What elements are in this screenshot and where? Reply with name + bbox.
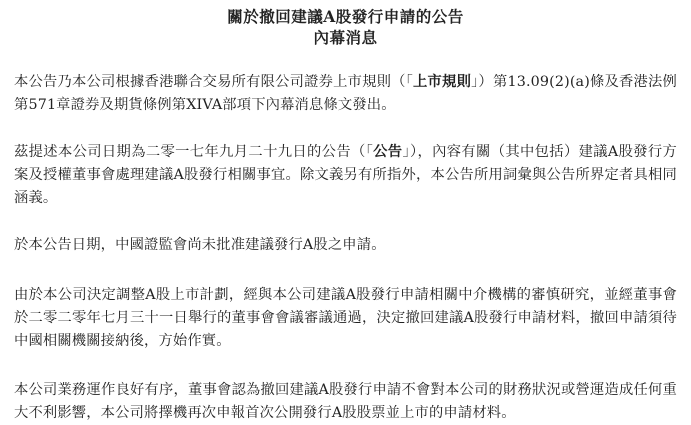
paragraph-2-text-b: 」），內容有關（其中包括）建議A股發行方案及授權董事會處理建議A股發行相關事宜。除文義另有所指外，本公告所用詞彙與公告所界定者具相同涵義。 [14,144,677,206]
paragraph-csrc-status: 於本公告日期，中國證監會尚未批准建議發行A股之申請。 [14,237,386,253]
paragraph-1-text-b: 」）第13.09(2)(a)條及香港法例第571章證券及期貨條例第XIVA部項下內幕消息條文發出。 [14,74,677,113]
defined-term-listing-rules: 上市規則 [413,74,472,90]
paragraph-1-text-a: 本公告乃本公司根據香港聯合交易所有限公司證券上市規則（「 [14,74,414,90]
paragraph-business-impact: 本公司業務運作良好有序，董事會認為撤回建議A股發行申請不會對本公司的財務狀況或營運造成任何重大不利影響，本公司將擇機再次申報首次公開發行A股股票並上市的申請材料。 [14,382,677,421]
announcement-title: 關於撤回建議A股發行申請的公告 [227,7,464,26]
paragraph-reference [14,141,677,210]
announcement-subtitle: 內幕消息 [313,28,378,47]
paragraph-2-text-a: 茲提述本公司日期為二零一七年九月二十九日的公告（「 [14,144,374,160]
paragraph-withdrawal-decision: 由於本公司決定調整A股上市計劃，經與本公司建議A股發行申請相關中介機構的審慎研究，並經董事會於二零二零年七月三十一日舉行的董事會會議審議通過，決定撤回建議A股發行申請材料，撤回申請須待中國相關機關接納後，方始作實。 [14,287,677,349]
paragraph-legal-basis [14,71,677,117]
defined-term-announcement: 公告 [373,144,403,160]
